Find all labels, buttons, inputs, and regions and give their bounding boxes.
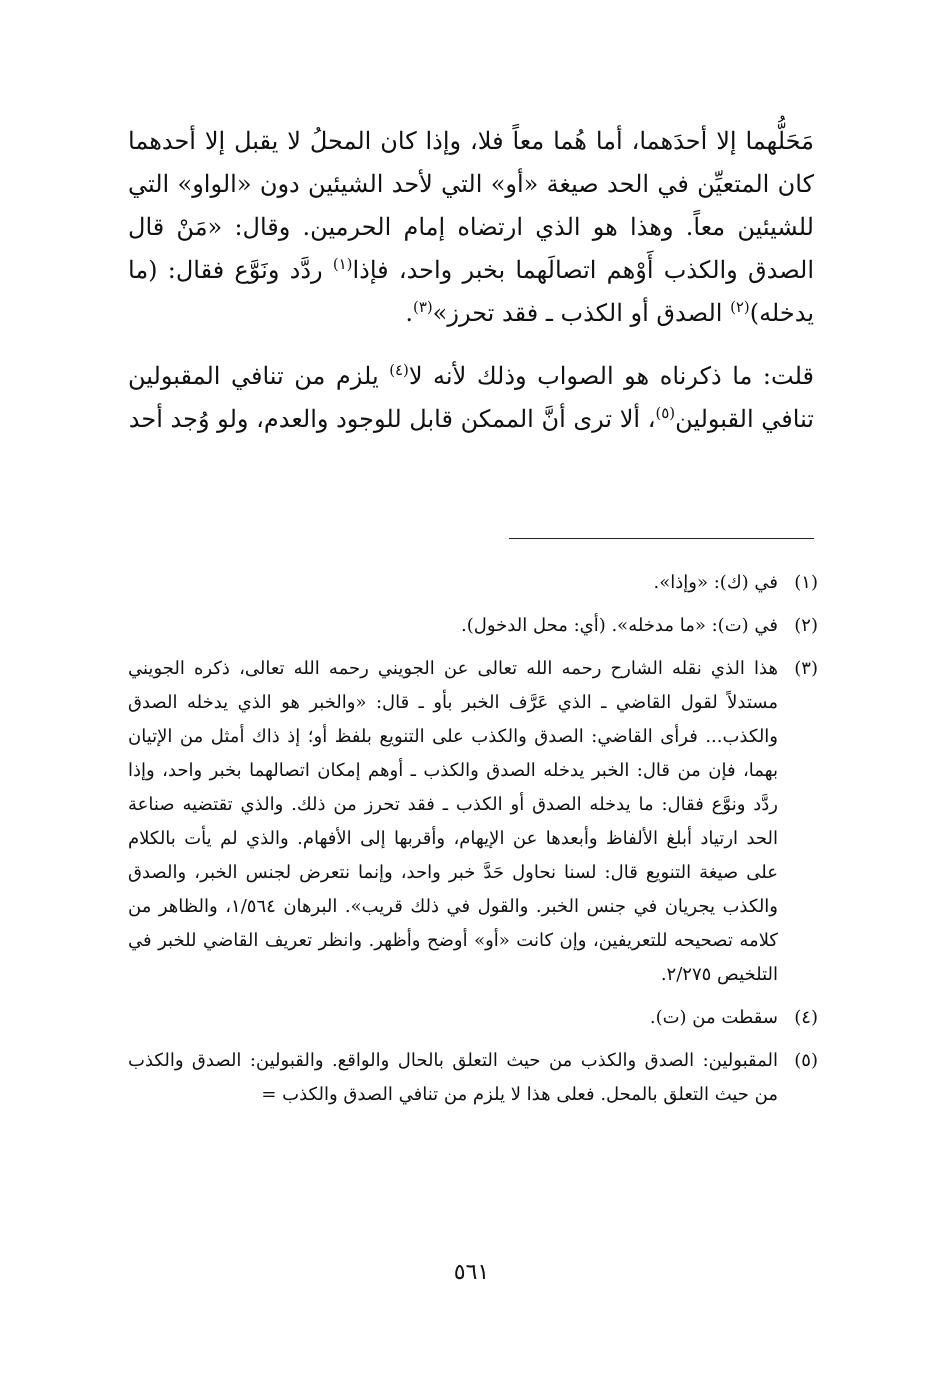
page-number: ٥٦١ [453, 1260, 490, 1285]
paragraph-1-text-b: ردَّد ونَوَّع فقال: (ما يدخله) [128, 256, 814, 327]
paragraph-2-text-b: يلزم من تنافي المقبولين تنافي القبولين [128, 362, 814, 433]
footnote-2 [128, 609, 818, 643]
footnote-4 [128, 1001, 818, 1035]
main-paragraph-1 [128, 120, 814, 335]
main-text [128, 120, 814, 441]
footnote-ref-4[interactable]: (٤) [389, 361, 409, 379]
footnote-text: في (ك): «وإذا». [653, 572, 778, 593]
footnote-1 [128, 566, 818, 600]
footnote-number: (٤) [794, 1007, 818, 1028]
footnote-number: (٥) [794, 1050, 818, 1071]
paragraph-2-text-c: ، ألا ترى أنَّ الممكن قابل للوجود والعدم، ولو وُجد أحد [128, 405, 656, 433]
footnotes [128, 566, 818, 1121]
footnote-3 [128, 652, 818, 992]
paragraph-2-text-a: قلت: ما ذكرناه هو الصواب وذلك لأنه لا [408, 362, 814, 390]
paragraph-1-text-a: مَحَلُّهما إلا أحدَهما، أما هُما معاً فلا، وإذا كان المحلُ لا يقبل إلا أحدهما كان المتعيِّن في الحد صيغة «أو» التي لأحد الشيئين دون «الواو» التي للشيئين معاً. وهذا هو الذي ارتضاه إمام الحرمين. وقال: «مَنْ قال الصدق والكذب أَوْهم اتصالَهما بخبر واحد، فإذا [128, 127, 814, 284]
footnote-ref-5[interactable]: (٥) [655, 404, 676, 422]
footnote-text: المقبولين: الصدق والكذب من حيث التعلق بالحال والواقع. والقبولين: الصدق والكذب من حيث التعلق بالمحل. فعلى هذا لا يلزم من تنافي الصدق والكذب = [128, 1050, 778, 1105]
main-paragraph-2 [128, 355, 814, 441]
footnote-text: سقطت من (ت). [649, 1007, 778, 1028]
paragraph-1-text-d: . [405, 299, 414, 327]
footnote-number: (٣) [794, 658, 818, 679]
footnote-text: في (ت): «ما مدخله». (أي: محل الدخول). [461, 615, 778, 636]
footnote-number: (١) [794, 572, 818, 593]
footnote-ref-1[interactable]: (١) [332, 255, 353, 273]
footnote-separator [509, 538, 814, 539]
footnote-5 [128, 1044, 818, 1112]
footnote-ref-3[interactable]: (٣) [413, 298, 433, 316]
footnote-number: (٢) [794, 615, 818, 636]
footnote-text: هذا الذي نقله الشارح رحمه الله تعالى عن الجويني رحمه الله تعالى، ذكره الجويني مستدلاً لقول القاضي ـ الذي عَرَّف الخبر بأو ـ قال: «والخبر هو الذي يدخله الصدق والكذب... فرأى القاضي: الصدق والكذب على التنويع بلفظ أو؛ إذ ذاك أمثل من الإتيان بهما، فإن من قال: الخبر يدخله الصدق والكذب ـ أوهم إمكان اتصالهما بخبر واحد، وإذا ردَّد ونوَّع فقال: ما يدخله الصدق أو الكذب ـ فقد تحرز من ذلك. والذي تقتضيه صناعة الحد ارتياد أبلغ الألفاظ وأبعدها عن الإيهام، وأقربها إلى الأفهام. والذي لم يأت بالكلام على صيغة التنويع قال: لسنا نحاول حَدَّ خبر واحد، وإنما نتعرض لجنس الخبر، والصدق والكذب يجريان في جنس الخبر. والقول في ذلك قريب». البرهان ١/٥٦٤، والظاهر من كلامه تصحيحه للتعريفين، وإن كانت «أو» أوضح وأظهر. وانظر تعريف القاضي للخبر في التلخيص ٢/٢٧٥. [128, 658, 778, 985]
paragraph-1-text-c: الصدق أو الكذب ـ فقد تحرز» [432, 299, 731, 327]
footnote-ref-2[interactable]: (٢) [730, 298, 750, 316]
